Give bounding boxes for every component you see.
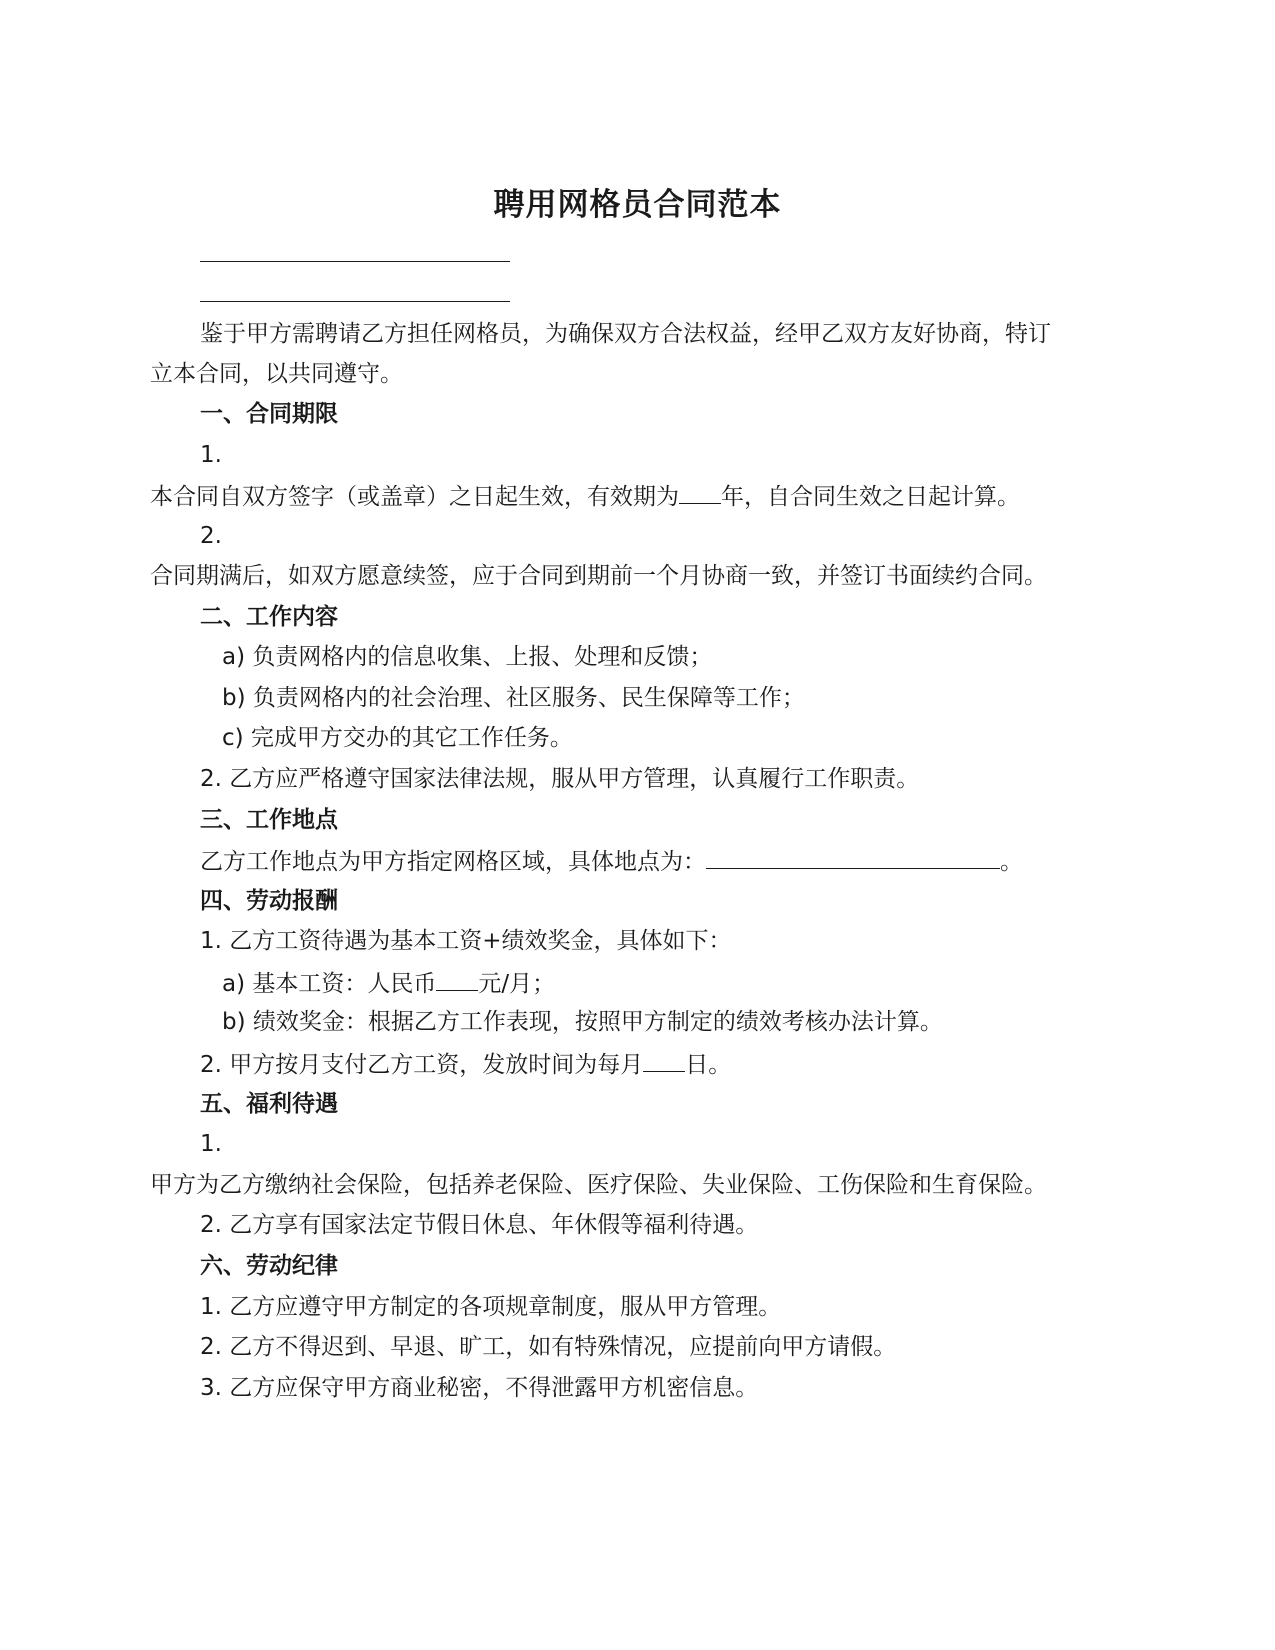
document-title: 聘用网格员合同范本 xyxy=(493,187,782,223)
party-b-blank-line xyxy=(200,301,510,302)
pay-item-b: b) 绩效奖金：根据乙方工作表现，按照甲方制定的绩效考核办法计算。 xyxy=(222,1009,943,1035)
intro-paragraph-line-1: 鉴于甲方需聘请乙方担任网格员，为确保双方合法权益，经甲乙双方友好协商，特订 xyxy=(200,321,1051,347)
pay-item-a-text-b: 元/月； xyxy=(478,971,556,997)
discipline-clause-2: 2. 乙方不得迟到、早退、旷工，如有特殊情况，应提前向甲方请假。 xyxy=(200,1334,897,1360)
benefits-clause-2: 2. 乙方享有国家法定节假日休息、年休假等福利待遇。 xyxy=(200,1212,759,1238)
pay-item-a-text-a: a) 基本工资：人民币 xyxy=(222,971,437,997)
work-clause-2: 2. 乙方应严格遵守国家法律法规，服从甲方管理，认真履行工作职责。 xyxy=(200,766,920,792)
section-heading-pay: 四、劳动报酬 xyxy=(200,888,338,914)
term-clause-1 xyxy=(150,479,1020,513)
location-blank xyxy=(706,844,1000,869)
location-clause-text-b: 。 xyxy=(1000,849,1023,875)
section-heading-work-content: 二、工作内容 xyxy=(200,604,338,630)
pay-clause-2-text-b: 日。 xyxy=(685,1052,732,1078)
term-clause-1-text-a: 本合同自双方签字（或盖章）之日起生效，有效期为 xyxy=(150,484,679,510)
term-clause-2: 合同期满后，如双方愿意续签，应于合同到期前一个月协商一致，并签订书面续约合同。 xyxy=(150,563,1047,589)
pay-clause-1: 1. 乙方工资待遇为基本工资+绩效奖金，具体如下： xyxy=(200,928,732,954)
clause-number: 2. xyxy=(200,523,222,549)
clause-number: 1. xyxy=(200,1131,222,1157)
discipline-clause-1: 1. 乙方应遵守甲方制定的各项规章制度，服从甲方管理。 xyxy=(200,1294,782,1320)
term-clause-1-text-b: 年，自合同生效之日起计算。 xyxy=(721,484,1020,510)
work-item-c: c) 完成甲方交办的其它工作任务。 xyxy=(222,725,573,751)
work-item-b: b) 负责网格内的社会治理、社区服务、民生保障等工作； xyxy=(222,685,805,711)
intro-paragraph-line-2: 立本合同，以共同遵守。 xyxy=(150,361,403,387)
section-heading-term: 一、合同期限 xyxy=(200,401,338,427)
years-blank xyxy=(679,479,721,504)
work-item-a: a) 负责网格内的信息收集、上报、处理和反馈； xyxy=(222,644,713,670)
discipline-clause-3: 3. 乙方应保守甲方商业秘密，不得泄露甲方机密信息。 xyxy=(200,1375,759,1401)
pay-item-a xyxy=(222,966,555,1000)
location-clause-text-a: 乙方工作地点为甲方指定网格区域，具体地点为： xyxy=(200,849,706,875)
location-clause xyxy=(200,844,1023,878)
payday-blank xyxy=(643,1047,685,1072)
section-heading-discipline: 六、劳动纪律 xyxy=(200,1253,338,1279)
pay-clause-2-text-a: 2. 甲方按月支付乙方工资，发放时间为每月 xyxy=(200,1052,644,1078)
salary-blank xyxy=(436,966,478,991)
benefits-clause-1: 甲方为乙方缴纳社会保险，包括养老保险、医疗保险、失业保险、工伤保险和生育保险。 xyxy=(150,1172,1047,1198)
clause-number: 1. xyxy=(200,442,222,468)
party-a-blank-line xyxy=(200,261,510,262)
section-heading-benefits: 五、福利待遇 xyxy=(200,1091,338,1117)
pay-clause-2 xyxy=(200,1047,731,1081)
section-heading-location: 三、工作地点 xyxy=(200,807,338,833)
